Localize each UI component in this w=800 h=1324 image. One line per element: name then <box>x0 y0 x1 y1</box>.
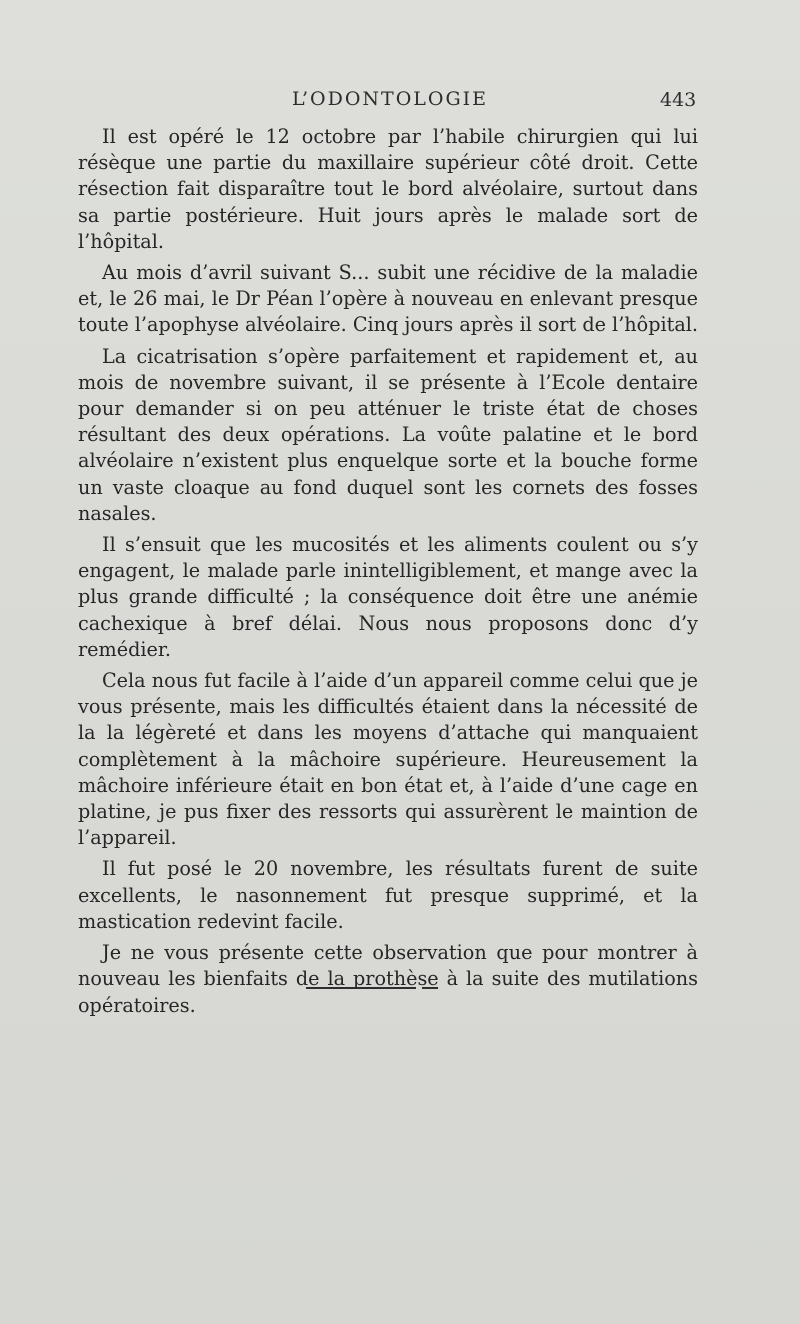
rule-long-segment <box>306 987 416 989</box>
paragraph-6: Il fut posé le 20 novembre, les résultats furent de suite excellents, le nasonnement fut presque supprimé, et la mastication redevint facile. <box>78 857 698 933</box>
paragraph-5: Cela nous fut facile à l’aide d’un appareil comme celui que je vous présente, mais les difficultés étaient dans la nécessité de la la légèreté et dans les moyens d’attache qui manquaient complètement à la mâchoire supérieure. Heureusement la mâchoire inférieure était en bon état et, à l’aide d’une cage en platine, je pus fixer des ressorts qui assurèrent le maintion de l’appareil. <box>78 669 698 850</box>
body-text <box>78 124 698 1024</box>
running-header <box>0 88 800 112</box>
paragraph-3: La cicatrisation s’opère parfaitement et rapidement et, au mois de novembre suivant, il se présente à l’Ecole dentaire pour demander si on peu atténuer le triste état de choses résultant des deux opérations. La voûte palatine et le bord alvéolaire n’existent plus enquelque sorte et la bouche forme un vaste cloaque au fond duquel sont les cornets des fosses nasales. <box>78 344 698 525</box>
page-number: 443 <box>660 89 697 111</box>
paragraph-4: Il s’ensuit que les mucosités et les aliments coulent ou s’y engagent, le malade parle inintelligiblement, et mange avec la plus grande difficulté ; la conséquence doit être une anémie cachexique à bref délai. Nous nous proposons donc d’y remédier. <box>78 533 698 661</box>
paragraph-2: Au mois d’avril suivant S... subit une récidive de la maladie et, le 26 mai, le Dr Péan l’opère à nouveau en enlevant presque toute l’apophyse alvéolaire. Cinq jours après il sort de l’hôpital. <box>78 261 699 337</box>
rule-short-segment <box>422 987 438 989</box>
paragraph-1: Il est opéré le 12 octobre par l’habile chirurgien qui lui résèque une partie du maxillaire supérieur côté droit. Cette résection fait disparaître tout le bord alvéolaire, surtout dans sa partie postérieure. Huit jours après le malade sort de l’hôpital. <box>78 125 698 253</box>
running-title: L’ODONTOLOGIE <box>291 88 489 110</box>
paragraph-7: Je ne vous présente cette observation que pour montrer à nouveau les bienfaits de la prothèse à la suite des mutilations opératoires. <box>78 941 698 1017</box>
